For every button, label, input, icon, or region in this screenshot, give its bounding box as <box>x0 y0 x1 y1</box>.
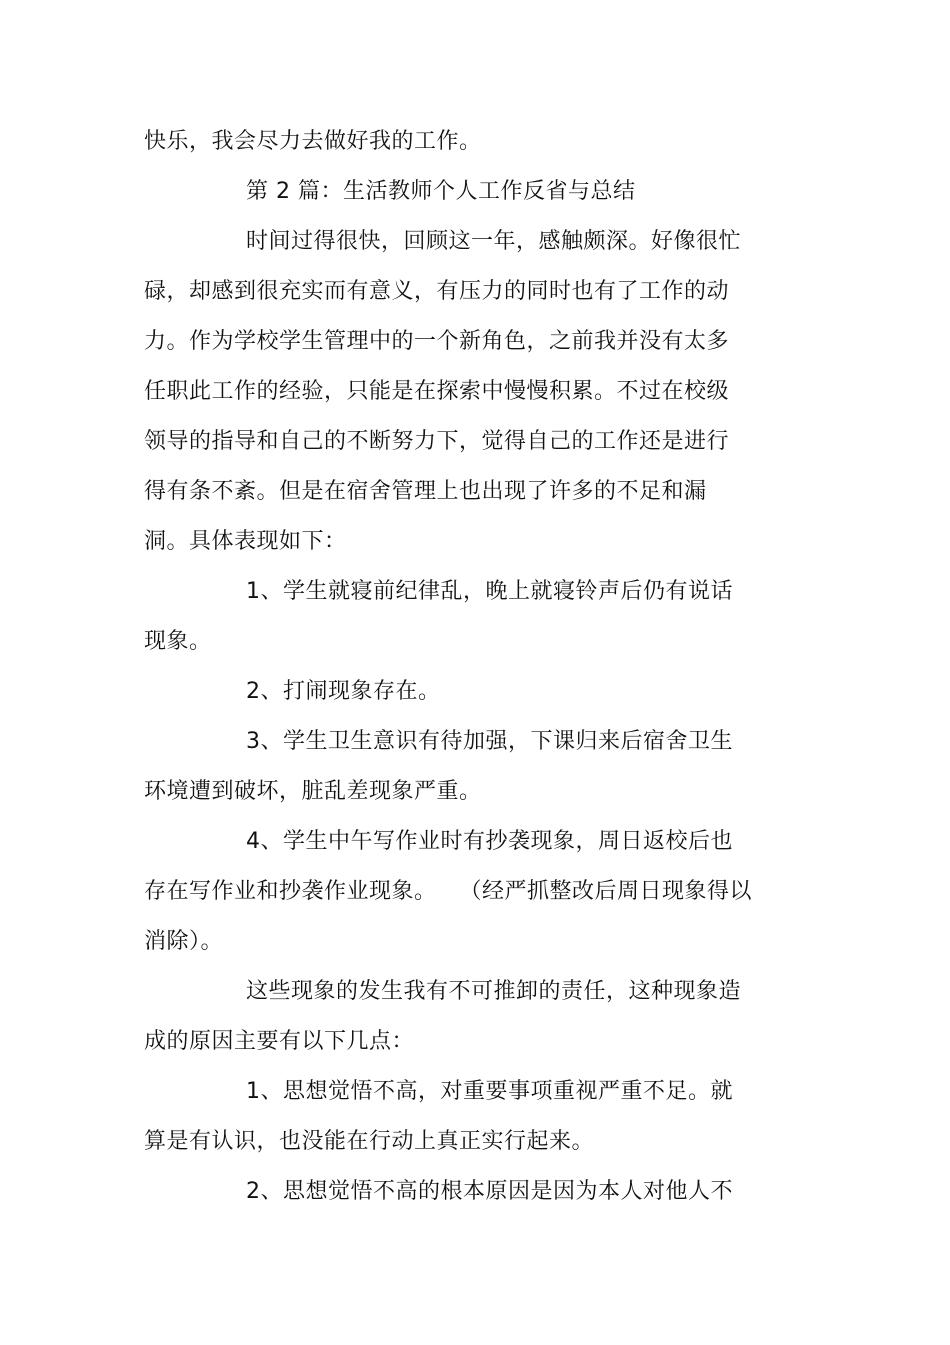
text-line: 存在写作业和抄袭作业现象。 （经严抓整改后周日现象得以 <box>144 879 753 904</box>
text-line: 成的原因主要有以下几点： <box>144 1029 415 1054</box>
text-line: 时间过得很快，回顾这一年，感触颇深。好像很忙 <box>246 229 742 254</box>
list-item: 1、学生就寝前纪律乱，晚上就寝铃声后仍有说话 <box>246 579 733 604</box>
text-line: 领导的指导和自己的不断努力下，觉得自己的工作还是进行 <box>144 429 730 454</box>
text-line: 得有条不紊。但是在宿舍管理上也出现了许多的不足和漏 <box>144 479 707 504</box>
text-line: 任职此工作的经验，只能是在探索中慢慢积累。不过在校级 <box>144 379 730 404</box>
list-item: 4、学生中午写作业时有抄袭现象，周日返校后也 <box>246 829 733 854</box>
text-line: 这些现象的发生我有不可推卸的责任，这种现象造 <box>246 979 742 1004</box>
text-line: 消除）。 <box>144 929 224 954</box>
text-line: 洞。具体表现如下： <box>144 529 347 554</box>
text-line: 现象。 <box>144 629 212 654</box>
text-line: 算是有认识，也没能在行动上真正实行起来。 <box>144 1129 595 1154</box>
list-item: 3、学生卫生意识有待加强，下课归来后宿舍卫生 <box>246 729 733 754</box>
list-item: 1、思想觉悟不高，对重要事项重视严重不足。就 <box>246 1079 733 1104</box>
list-item: 2、思想觉悟不高的根本原因是因为本人对他人不 <box>246 1179 733 1204</box>
text-line: 碌，却感到很充实而有意义，有压力的同时也有了工作的动 <box>144 279 730 304</box>
text-line: 力。作为学校学生管理中的一个新角色，之前我并没有太多 <box>144 329 730 354</box>
section-heading: 第 2 篇：生活教师个人工作反省与总结 <box>246 179 636 204</box>
list-item: 2、打闹现象存在。 <box>246 679 441 704</box>
text-line: 环境遭到破坏，脏乱差现象严重。 <box>144 779 482 804</box>
text-line: 快乐，我会尽力去做好我的工作。 <box>144 129 482 154</box>
